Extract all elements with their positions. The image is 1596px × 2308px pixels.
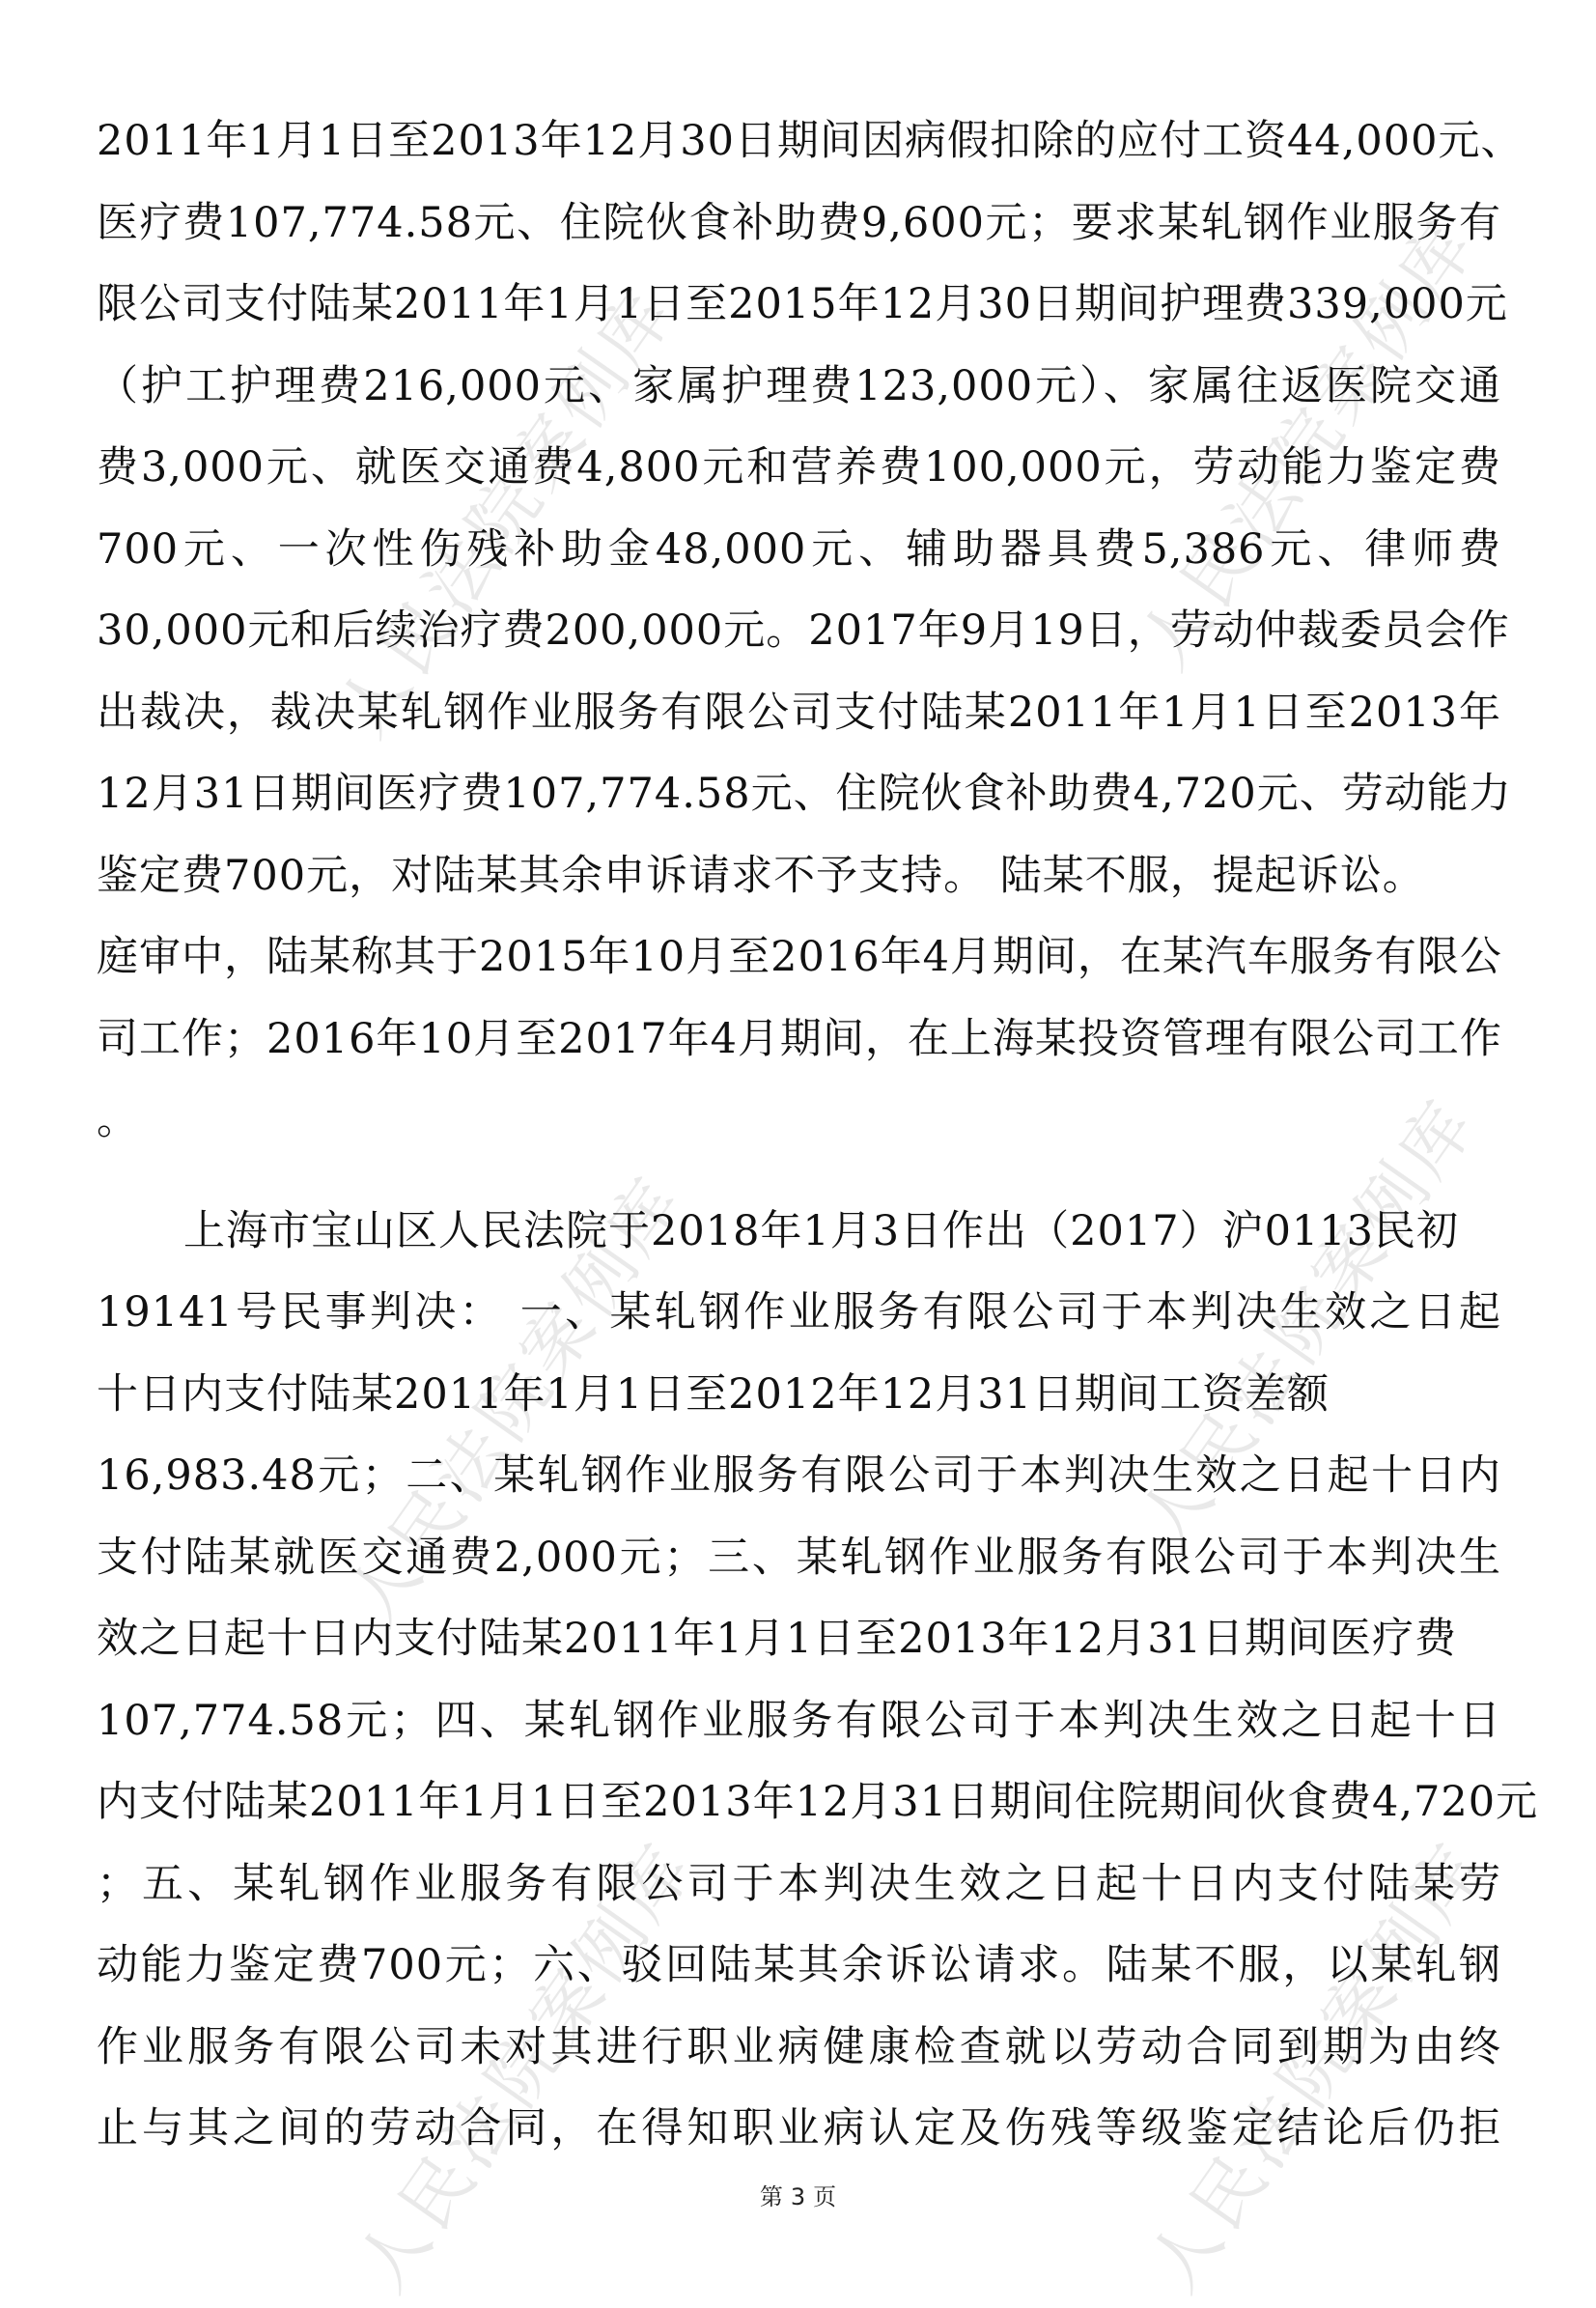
text-line: 十日内支付陆某2011年1月1日至2012年12月31日期间工资差额	[97, 1369, 1330, 1419]
text-line: 16,983.48元；二、某轧钢作业服务有限公司于本判决生效之日起十日内	[97, 1451, 1501, 1500]
page-label-prefix: 第	[759, 2183, 783, 2210]
text-line: 医疗费107,774.58元、住院伙食补助费9,600元；要求某轧钢作业服务有	[97, 198, 1501, 247]
text-line: ；五、某轧钢作业服务有限公司于本判决生效之日起十日内支付陆某劳	[97, 1859, 1501, 1908]
text-line: 作业服务有限公司未对其进行职业病健康检查就以劳动合同到期为由终	[97, 2022, 1501, 2071]
text-line: 司工作；2016年10月至2017年4月期间，在上海某投资管理有限公司工作	[97, 1014, 1502, 1063]
paragraph-1	[97, 100, 1524, 1162]
text-line: 止与其之间的劳动合同，在得知职业病认定及伤残等级鉴定结论后仍拒	[97, 2104, 1501, 2153]
text-line: 上海市宝山区人民法院于2018年1月3日作出（2017）沪0113民初	[183, 1206, 1460, 1255]
page-number: 3	[790, 2183, 806, 2210]
text-line: 效之日起十日内支付陆某2011年1月1日至2013年12月31日期间医疗费	[97, 1615, 1458, 1663]
text-line: 107,774.58元；四、某轧钢作业服务有限公司于本判决生效之日起十日	[97, 1696, 1501, 1745]
text-line: 支付陆某就医交通费2,000元；三、某轧钢作业服务有限公司于本判决生	[97, 1533, 1501, 1582]
text-line: 庭审中，陆某称其于2015年10月至2016年4月期间，在某汽车服务有限公	[97, 933, 1502, 981]
text-line: 30,000元和后续治疗费200,000元。2017年9月19日，劳动仲裁委员会作	[97, 606, 1510, 655]
text-line: （护工护理费216,000元、家属护理费123,000元）、家属往返医院交通	[97, 361, 1501, 410]
text-line: 出裁决，裁决某轧钢作业服务有限公司支付陆某2011年1月1日至2013年	[97, 688, 1501, 737]
text-line: 12月31日期间医疗费107,774.58元、住院伙食补助费4,720元、劳动能力	[97, 770, 1512, 818]
text-line: 700元、一次性伤残补助金48,000元、辅助器具费5,386元、律师费	[97, 524, 1501, 574]
watermark: 人民法院案例库	[1123, 1083, 1493, 1562]
watermark: 人民法院案例库	[331, 1160, 701, 1640]
watermark: 人民法院案例库	[1123, 204, 1493, 684]
text-line: 限公司支付陆某2011年1月1日至2015年12月30日期间护理费339,000元	[97, 280, 1508, 328]
text-line: 。	[97, 1096, 139, 1144]
watermark: 人民法院案例库	[1133, 1826, 1502, 2306]
watermark: 人民法院案例库	[322, 271, 691, 751]
text-line: 19141号民事判决： 一、某轧钢作业服务有限公司于本判决生效之日起	[97, 1288, 1501, 1337]
text-line: 动能力鉴定费700元；六、驳回陆某其余诉讼请求。陆某不服，以某轧钢	[97, 1941, 1501, 1989]
text-line: 鉴定费700元，对陆某其余申诉请求不予支持。 陆某不服，提起诉讼。	[97, 851, 1425, 900]
page-label-suffix: 页	[813, 2183, 837, 2210]
paragraph-2	[97, 1191, 1539, 2170]
text-line: 内支付陆某2011年1月1日至2013年12月31日期间住院期间伙食费4,720元	[97, 1778, 1539, 1826]
text-line: 2011年1月1日至2013年12月30日期间因病假扣除的应付工资44,000元、	[97, 117, 1524, 165]
document-body	[97, 100, 1539, 2170]
watermark: 人民法院案例库	[341, 1826, 711, 2306]
page-footer	[0, 2178, 1596, 2211]
text-line: 费3,000元、就医交通费4,800元和营养费100,000元，劳动能力鉴定费	[97, 443, 1501, 492]
